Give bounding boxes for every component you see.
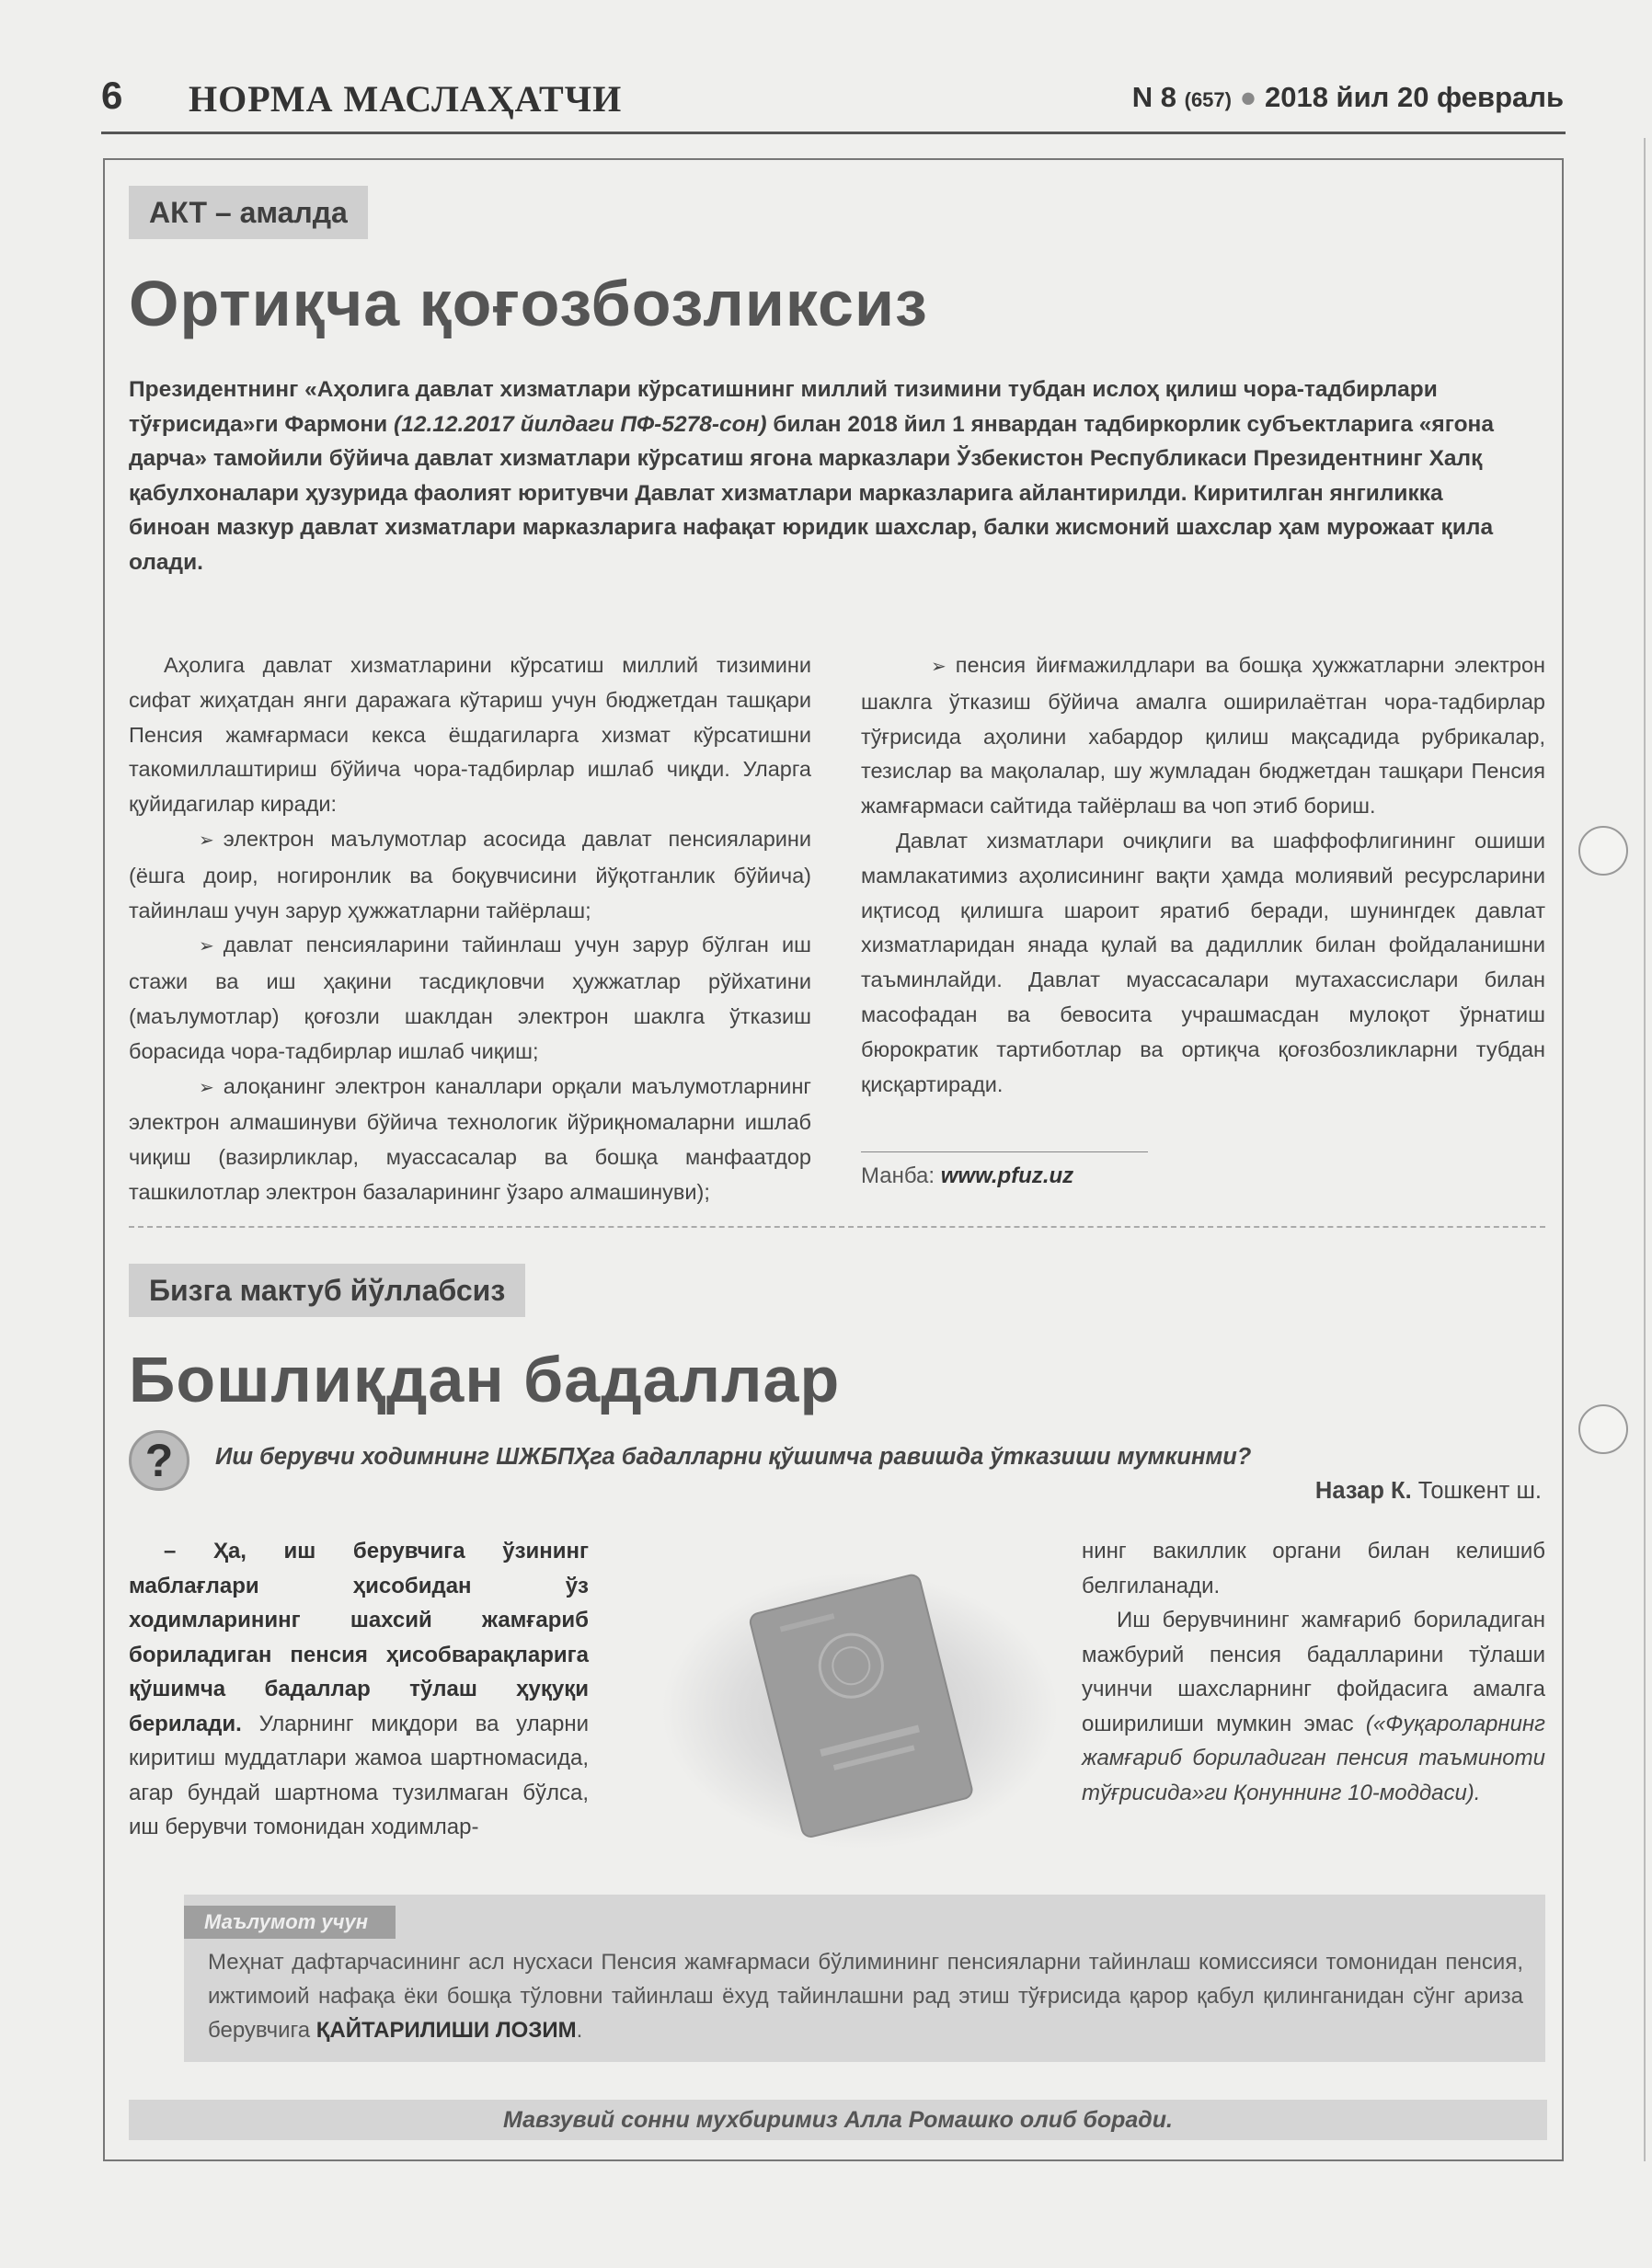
- answer-bold: – Ҳа, иш берувчига ўзининг маблағлари ҳисобидан ўз ходимларининг шахсий жамғариб бориладиган пенсия ҳисобварақларига қўшимча бадаллар тўлаш ҳуқуқи берилади.: [129, 1539, 589, 1736]
- article2-title: Бошлиқдан бадаллар: [129, 1344, 841, 1415]
- source-line: [861, 1163, 1073, 1189]
- col2-paragraph: Давлат хизматлари очиқлиги ва шаффофлигининг ошиши мамлакатимиз аҳолисининг вақти ҳамда молиявий ресурсларини иқтисод қилишга шароит яратиб беради, шунингдек давлат хизматларидан янада қулай ва дадиллик билан фойдаланишни таъминлайди. Давлат муассасалари мутахассислари билан масофадан ва бевосита учрашмасдан мулоқот ўрнатиш бюрократик тартиботлар ва ортиқча қоғозбозликларни тубдан қисқартиради.: [861, 828, 1545, 1096]
- issue-info: [1132, 81, 1564, 114]
- answer-rest: Уларнинг миқдори ва уларни киритиш муддатлари жамоа шартномасида, агар бундай шартнома тузилмаган бўлса, иш берувчи томонидан ходимлар-: [129, 1711, 589, 1839]
- info-emphasis: ҚАЙТАРИЛИШИ ЛОЗИМ: [315, 2018, 577, 2043]
- footer-note: Мавзувий сонни мухбиримиз Алла Ромашко олиб боради.: [129, 2100, 1547, 2140]
- answer-continuation: нинг вакиллик органи билан келишиб белгиланади.: [1082, 1539, 1545, 1598]
- bullet-item-3: [129, 1070, 811, 1210]
- page-edge-line: [1644, 138, 1646, 2161]
- article1-column-right: [861, 648, 1545, 1102]
- info-body: Меҳнат дафтарчасининг асл нусхаси Пенсия жамғармаси бўлимининг пенсияларни тайинлаш комиссияси томонидан пенсия, ижтимоий нафақа ёки бошқа тўловни тайинлаш ёхуд тайинлашни рад этиш тўғрисида қарор қабул қилинганидан сўнг ариза берувчига: [208, 1950, 1523, 2043]
- question-author: [1315, 1478, 1542, 1505]
- passport-image: [662, 1554, 1058, 1849]
- answer-law-ref: («Фуқароларнинг жамғариб бориладиган пенсия таъминоти тўғрисида»ги Қонуннинг 10-моддаси).: [1082, 1711, 1545, 1805]
- bullet-item-4: [861, 648, 1545, 824]
- bullet-item-2: [129, 928, 811, 1069]
- lead-decree-ref: (12.12.2017 йилдаги ПФ-5278-сон): [394, 411, 767, 437]
- arrow-bullet-icon: ➢: [199, 936, 214, 957]
- publication-name: НОРМА МАСЛАҲАТЧИ: [189, 78, 623, 120]
- article2-column-right: [1082, 1534, 1545, 1810]
- bullet-text-2: давлат пенсияларини тайинлаш учун зарур бўлган иш стажи ва иш ҳақини тасдиқловчи ҳужжатлар рўйхатини (маълумотлар) қоғозли шаклдан электрон шаклга ўтказиш борасида чора-тадбирлар ишлаб чиқиш;: [129, 933, 811, 1063]
- lead-text-a: Президентнинг «Аҳолига давлат хизматлари кўрсатишнинг миллий тизимини тубдан ислоҳ қилиш чора-тадбирлари тўғрисида»ги Фармони: [129, 377, 1438, 437]
- punch-hole-top: [1578, 826, 1628, 876]
- punch-hole-bottom: [1578, 1404, 1628, 1454]
- section-tag-akt: АКТ – амалда: [129, 186, 368, 239]
- page-number: 6: [101, 74, 123, 117]
- bullet-dot-icon: ●: [1239, 81, 1257, 113]
- article1-lead: [129, 372, 1527, 579]
- issue-number: N 8: [1131, 81, 1176, 113]
- source-link[interactable]: www.pfuz.uz: [940, 1163, 1074, 1188]
- issue-total: (657): [1184, 88, 1232, 111]
- lead-text-b: билан 2018 йил 1 январдан тадбиркорлик субъектларига «ягона дарча» тамойили бўйича давлат хизматлари кўрсатиш ягона марказлари Ўзбекистон Республикаси Президентнинг Халқ қабулхоналари ҳузурида фаолият юритувчи Давлат хизматлари марказларига айлантирилди. Киритилган янгиликка биноан мазкур давлат хизматлари марказларига нафақат юридик шахслар, балки жисмоний шахслар ҳам мурожаат қила олади.: [129, 411, 1494, 575]
- info-end: .: [576, 2018, 583, 2043]
- arrow-bullet-icon: ➢: [199, 830, 214, 851]
- header-rule: [101, 132, 1566, 134]
- bullet-item-1: [129, 822, 811, 928]
- source-label: Манба:: [861, 1163, 941, 1188]
- section-separator: [129, 1226, 1545, 1228]
- info-text: [208, 1945, 1523, 2047]
- article1-title: Ортиқча қоғозбозликсиз: [129, 268, 928, 339]
- reader-question: Иш берувчи ходимнинг ШЖБПҲга бадалларни қўшимча равишда ўтказиши мумкинми?: [215, 1444, 1252, 1470]
- bullet-text-1: электрон маълумотлар асосида давлат пенсияларини (ёшга доир, ногиронлик ва боқувчисини йўқотганлик бўйича) тайинлаш учун зарур ҳужжатларни тайёрлаш;: [129, 826, 811, 922]
- arrow-bullet-icon: ➢: [199, 1077, 214, 1098]
- answer-p2-text: Иш берувчининг жамғариб бориладиган мажбурий пенсия бадалларини тўлаши учинчи шахсларнинг фойдасига амалга оширилиши мумкин эмас: [1082, 1608, 1545, 1736]
- article1-column-left: [129, 648, 811, 1210]
- bullet-text-3: алоқанинг электрон каналлари орқали маълумотларнинг электрон алмашинуви бўйича технологик йўриқномаларни ишлаб чиқиш (вазирликлар, муассасалар ва бошқа манфаатдор ташкилотлар электрон базаларининг ўзаро алмашинуви);: [129, 1073, 811, 1204]
- author-name: Назар К.: [1314, 1478, 1412, 1504]
- page-header: [101, 74, 1564, 129]
- section-tag-letters: Бизга мактуб йўллабсиз: [129, 1264, 525, 1317]
- answer-paragraph: [129, 1534, 589, 1845]
- source-rule: [861, 1151, 1148, 1152]
- issue-date: 2018 йил 20 февраль: [1264, 81, 1564, 113]
- author-city: Тошкент ш.: [1411, 1478, 1542, 1504]
- answer-paragraph-2: [1082, 1603, 1545, 1810]
- col1-intro: Аҳолига давлат хизматларини кўрсатиш миллий тизимини сифат жиҳатдан янги даражага кўтариш учун бюджетдан ташқари Пенсия жамғармаси кекса ёшдагиларга хизмат кўрсатишни такомиллаштириш бўйича чора-тадбирлар ишлаб чиқди. Уларга қуйидагилар киради:: [129, 653, 811, 817]
- question-mark-icon: ?: [129, 1430, 189, 1491]
- info-label: Маълумот учун: [184, 1906, 396, 1939]
- article2-column-left: [129, 1534, 589, 1845]
- bullet-text-4: пенсия йиғмажилдлари ва бошқа ҳужжатларни электрон шаклга ўтказиш бўйича амалга оширилаётган чора-тадбирлар тўғрисида аҳолини хабардор қилиш мақсадида рубрикалар, тезислар ва мақолалар, шу жумладан бюджетдан ташқари Пенсия жамғармаси сайтида тайёрлаш ва чоп этиб бориш.: [861, 653, 1545, 819]
- arrow-bullet-icon: ➢: [931, 657, 946, 677]
